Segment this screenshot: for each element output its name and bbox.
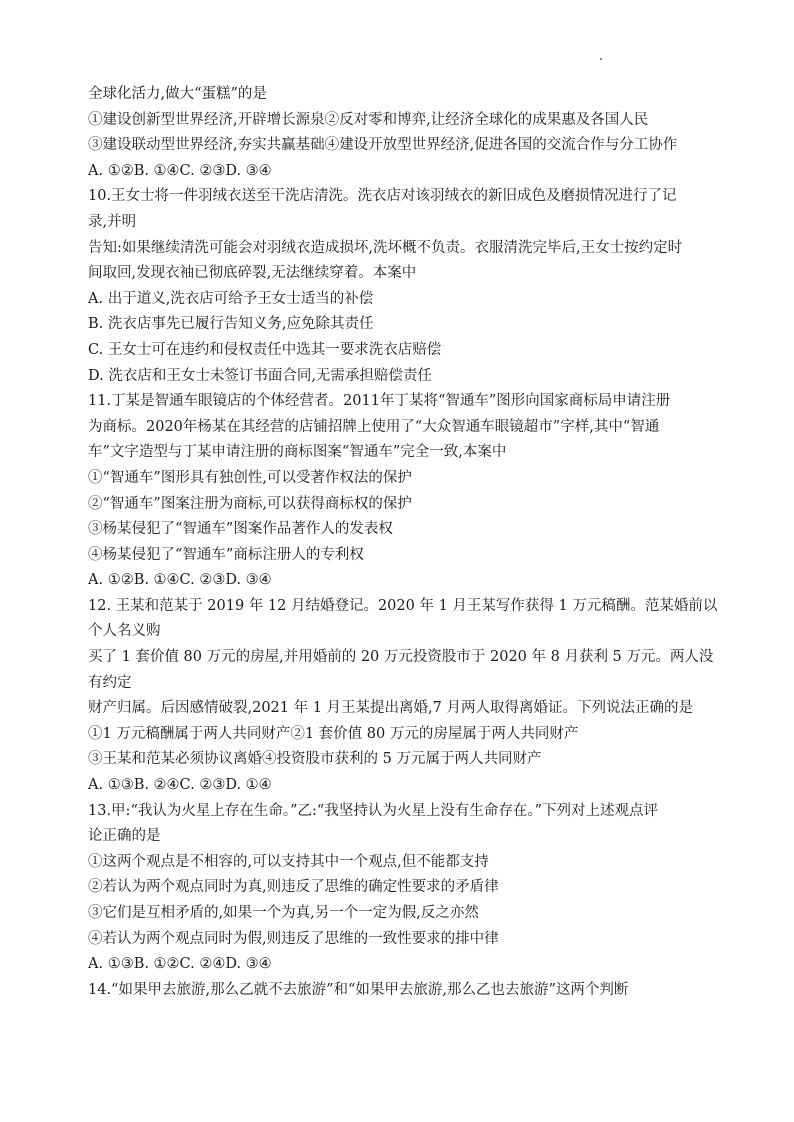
text-line: A. ①③B. ②④C. ②③D. ①④ [88,777,272,794]
text-line: ②“智通车”图案注册为商标,可以获得商标权的保护 [88,495,412,512]
text-line: 告知:如果继续清洗可能会对羽绒衣造成损坏,洗坏概不负责。衣服清洗完毕后,王女士按约定时 [88,239,683,256]
scan-speck [600,58,602,60]
text-line: 为商标。2020年杨某在其经营的店铺招牌上使用了“大众智通车眼镜超市”字样,其中“智通 [88,418,660,435]
text-line: D. 洗衣店和王女士未签订书面合同,无需承担赔偿责任 [88,367,432,384]
text-line: 买了 1 套价值 80 万元的房屋,并用婚前的 20 万元投资股市于 2020 年 8 月获利 5 万元。两人没 [88,649,714,666]
text-line: 间取回,发现衣袖已彻底碎裂,无法继续穿着。本案中 [88,265,417,282]
text-line: 车”文字造型与丁某申请注册的商标图案“智通车”完全一致,本案中 [88,444,507,461]
text-line: ④杨某侵犯了“智通车”商标注册人的专利权 [88,546,364,563]
text-line: ③它们是互相矛盾的,如果一个为真,另一个一定为假,反之亦然 [88,905,479,921]
text-line: 个人名义购 [88,623,161,640]
document-page [88,82,728,1003]
text-line: B. 洗衣店事先已履行告知义务,应免除其责任 [88,316,374,333]
text-line: ②若认为两个观点同时为真,则违反了思维的确定性要求的矛盾律 [88,879,499,896]
text-line: 财产归属。后因感情破裂,2021 年 1 月王某提出离婚,7 月两人取得离婚证。下列说法正确的是 [88,700,694,717]
text-line: ①这两个观点是不相容的,可以支持其中一个观点,但不能都支持 [88,853,489,870]
text-line: ④若认为两个观点同时为假,则违反了思维的一致性要求的排中律 [88,930,499,947]
text-line: 录,并明 [88,213,137,230]
text-line: A. 出于道义,洗衣店可给予王女士适当的补偿 [88,290,374,307]
text-line: ①“智通车”图形具有独创性,可以受著作权法的保护 [88,469,412,486]
text-line: C. 王女士可在违约和侵权责任中选其一要求洗衣店赔偿 [88,341,442,358]
text-line: 14.“如果甲去旅游,那么乙就不去旅游”和“如果甲去旅游,那么乙也去旅游”这两个判断 [88,981,629,998]
text-line: ①1 万元稿酬属于两人共同财产②1 套价值 80 万元的房屋属于两人共同财产 [88,725,579,742]
text-line: ③王某和范某必须协议离婚④投资股市获利的 5 万元属于两人共同财产 [88,751,542,768]
text-line: ③杨某侵犯了“智通车”图案作品著作人的发表权 [88,521,393,538]
text-line: 有约定 [88,674,132,691]
text-line: 13.甲:“我认为火星上存在生命。”乙:“我坚持认为火星上没有生命存在。”下列对上述观点评 [88,802,658,819]
text-line: A. ①②B. ①④C. ②③D. ③④ [88,572,272,589]
text-line: A. ①③B. ①②C. ②④D. ③④ [88,956,272,973]
text-line: 全球化活力,做大“蛋糕”的是 [88,86,267,102]
text-line: ①建设创新型世界经济,开辟增长源泉②反对零和博弈,让经济全球化的成果惠及各国人民 [88,111,649,128]
text-line: A. ①②B. ①④C. ②③D. ③④ [88,162,272,179]
text-line: 12. 王某和范某于 2019 年 12 月结婚登记。2020 年 1 月王某写作获得 1 万元稿酬。范某婚前以 [88,597,718,614]
text-line: 论正确的是 [88,828,161,845]
text-line: 11.丁某是智通车眼镜店的个体经营者。2011年丁某将“智通车”图形向国家商标局申请注册 [88,393,671,410]
text-line: 10.王女士将一件羽绒衣送至干洗店清洗。洗衣店对该羽绒衣的新旧成色及磨损情况进行了记 [88,188,677,205]
text-line: ③建设联动型世界经济,夯实共赢基础④建设开放型世界经济,促进各国的交流合作与分工协作 [88,137,678,154]
